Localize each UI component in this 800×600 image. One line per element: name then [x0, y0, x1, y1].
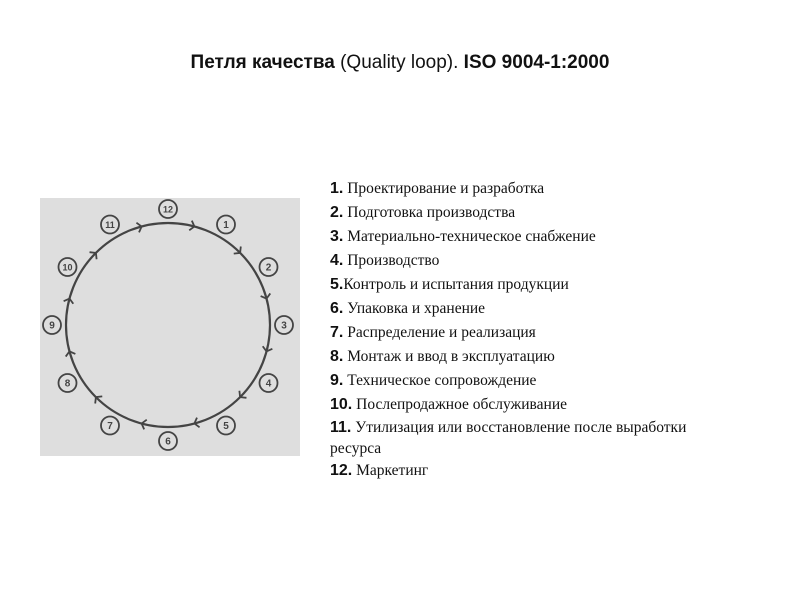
- step-number: 5.: [330, 276, 344, 293]
- title-subtitle: (Quality loop).: [340, 52, 459, 73]
- loop-node: [275, 316, 293, 334]
- list-item: [330, 249, 770, 273]
- loop-node: [159, 432, 177, 450]
- list-item: [330, 177, 770, 201]
- step-number: 10.: [330, 396, 353, 413]
- loop-node: [217, 417, 235, 435]
- steps-list: [330, 177, 770, 483]
- loop-node-label: 1: [223, 220, 229, 231]
- loop-node: [101, 216, 119, 234]
- step-text: Материально-техническое снабжение: [343, 228, 596, 245]
- step-number: 6.: [330, 300, 344, 317]
- quality-loop-diagram: [40, 198, 300, 456]
- step-number: 1.: [330, 180, 344, 197]
- loop-node-label: 3: [281, 320, 287, 332]
- list-item: [330, 393, 770, 417]
- loop-node-label: 4: [265, 378, 272, 390]
- loop-node-label: 6: [165, 436, 171, 448]
- step-text: Подготовка производства: [343, 204, 516, 221]
- loop-node: [43, 316, 61, 334]
- loop-node-label: 2: [265, 262, 272, 274]
- step-text: Проектирование и разработка: [343, 180, 545, 197]
- loop-node: [59, 258, 77, 276]
- step-number: 2.: [330, 204, 344, 221]
- step-text: Контроль и испытания продукции: [343, 276, 569, 293]
- title-main: Петля качества: [190, 52, 335, 73]
- list-item: [330, 417, 740, 459]
- loop-node: [159, 200, 177, 218]
- step-number: 12.: [330, 462, 353, 479]
- list-item: [330, 369, 770, 393]
- step-number: 3.: [330, 228, 344, 245]
- step-text: Монтаж и ввод в эксплуатацию: [343, 348, 555, 365]
- loop-node: [101, 417, 119, 435]
- page-title: [0, 52, 800, 74]
- step-number: 8.: [330, 348, 344, 365]
- list-item: [330, 459, 770, 483]
- step-number: 11.: [330, 419, 352, 436]
- loop-node-label: 7: [107, 421, 113, 432]
- title-standard: ISO 9004-1:2000: [463, 52, 610, 73]
- loop-node-label: 9: [49, 320, 55, 332]
- step-text: Упаковка и хранение: [343, 300, 486, 317]
- loop-node: [217, 216, 235, 234]
- quality-loop-svg: [40, 198, 300, 456]
- list-item: [330, 225, 770, 249]
- loop-node-label: 8: [64, 378, 71, 390]
- loop-node-label: 11: [105, 220, 115, 230]
- step-text: Производство: [343, 252, 440, 269]
- loop-node-label: 12: [162, 204, 174, 215]
- list-item: [330, 201, 770, 225]
- step-number: 7.: [330, 324, 344, 341]
- step-text: Маркетинг: [352, 462, 429, 479]
- loop-node: [260, 258, 278, 276]
- step-text: Техническое сопровождение: [343, 372, 537, 389]
- step-text: Распределение и реализация: [343, 324, 536, 341]
- loop-node: [59, 374, 77, 392]
- step-number: 4.: [330, 252, 344, 269]
- list-item: [330, 345, 770, 369]
- loop-node-label: 5: [223, 421, 229, 432]
- list-item: [330, 297, 770, 321]
- list-item: [330, 273, 770, 297]
- step-text: Утилизация или восстановление после выработки ресурса: [330, 419, 687, 457]
- step-number: 9.: [330, 372, 344, 389]
- list-item: [330, 321, 770, 345]
- step-text: Послепродажное обслуживание: [352, 396, 568, 413]
- loop-node: [260, 374, 278, 392]
- loop-node-label: 10: [62, 262, 73, 273]
